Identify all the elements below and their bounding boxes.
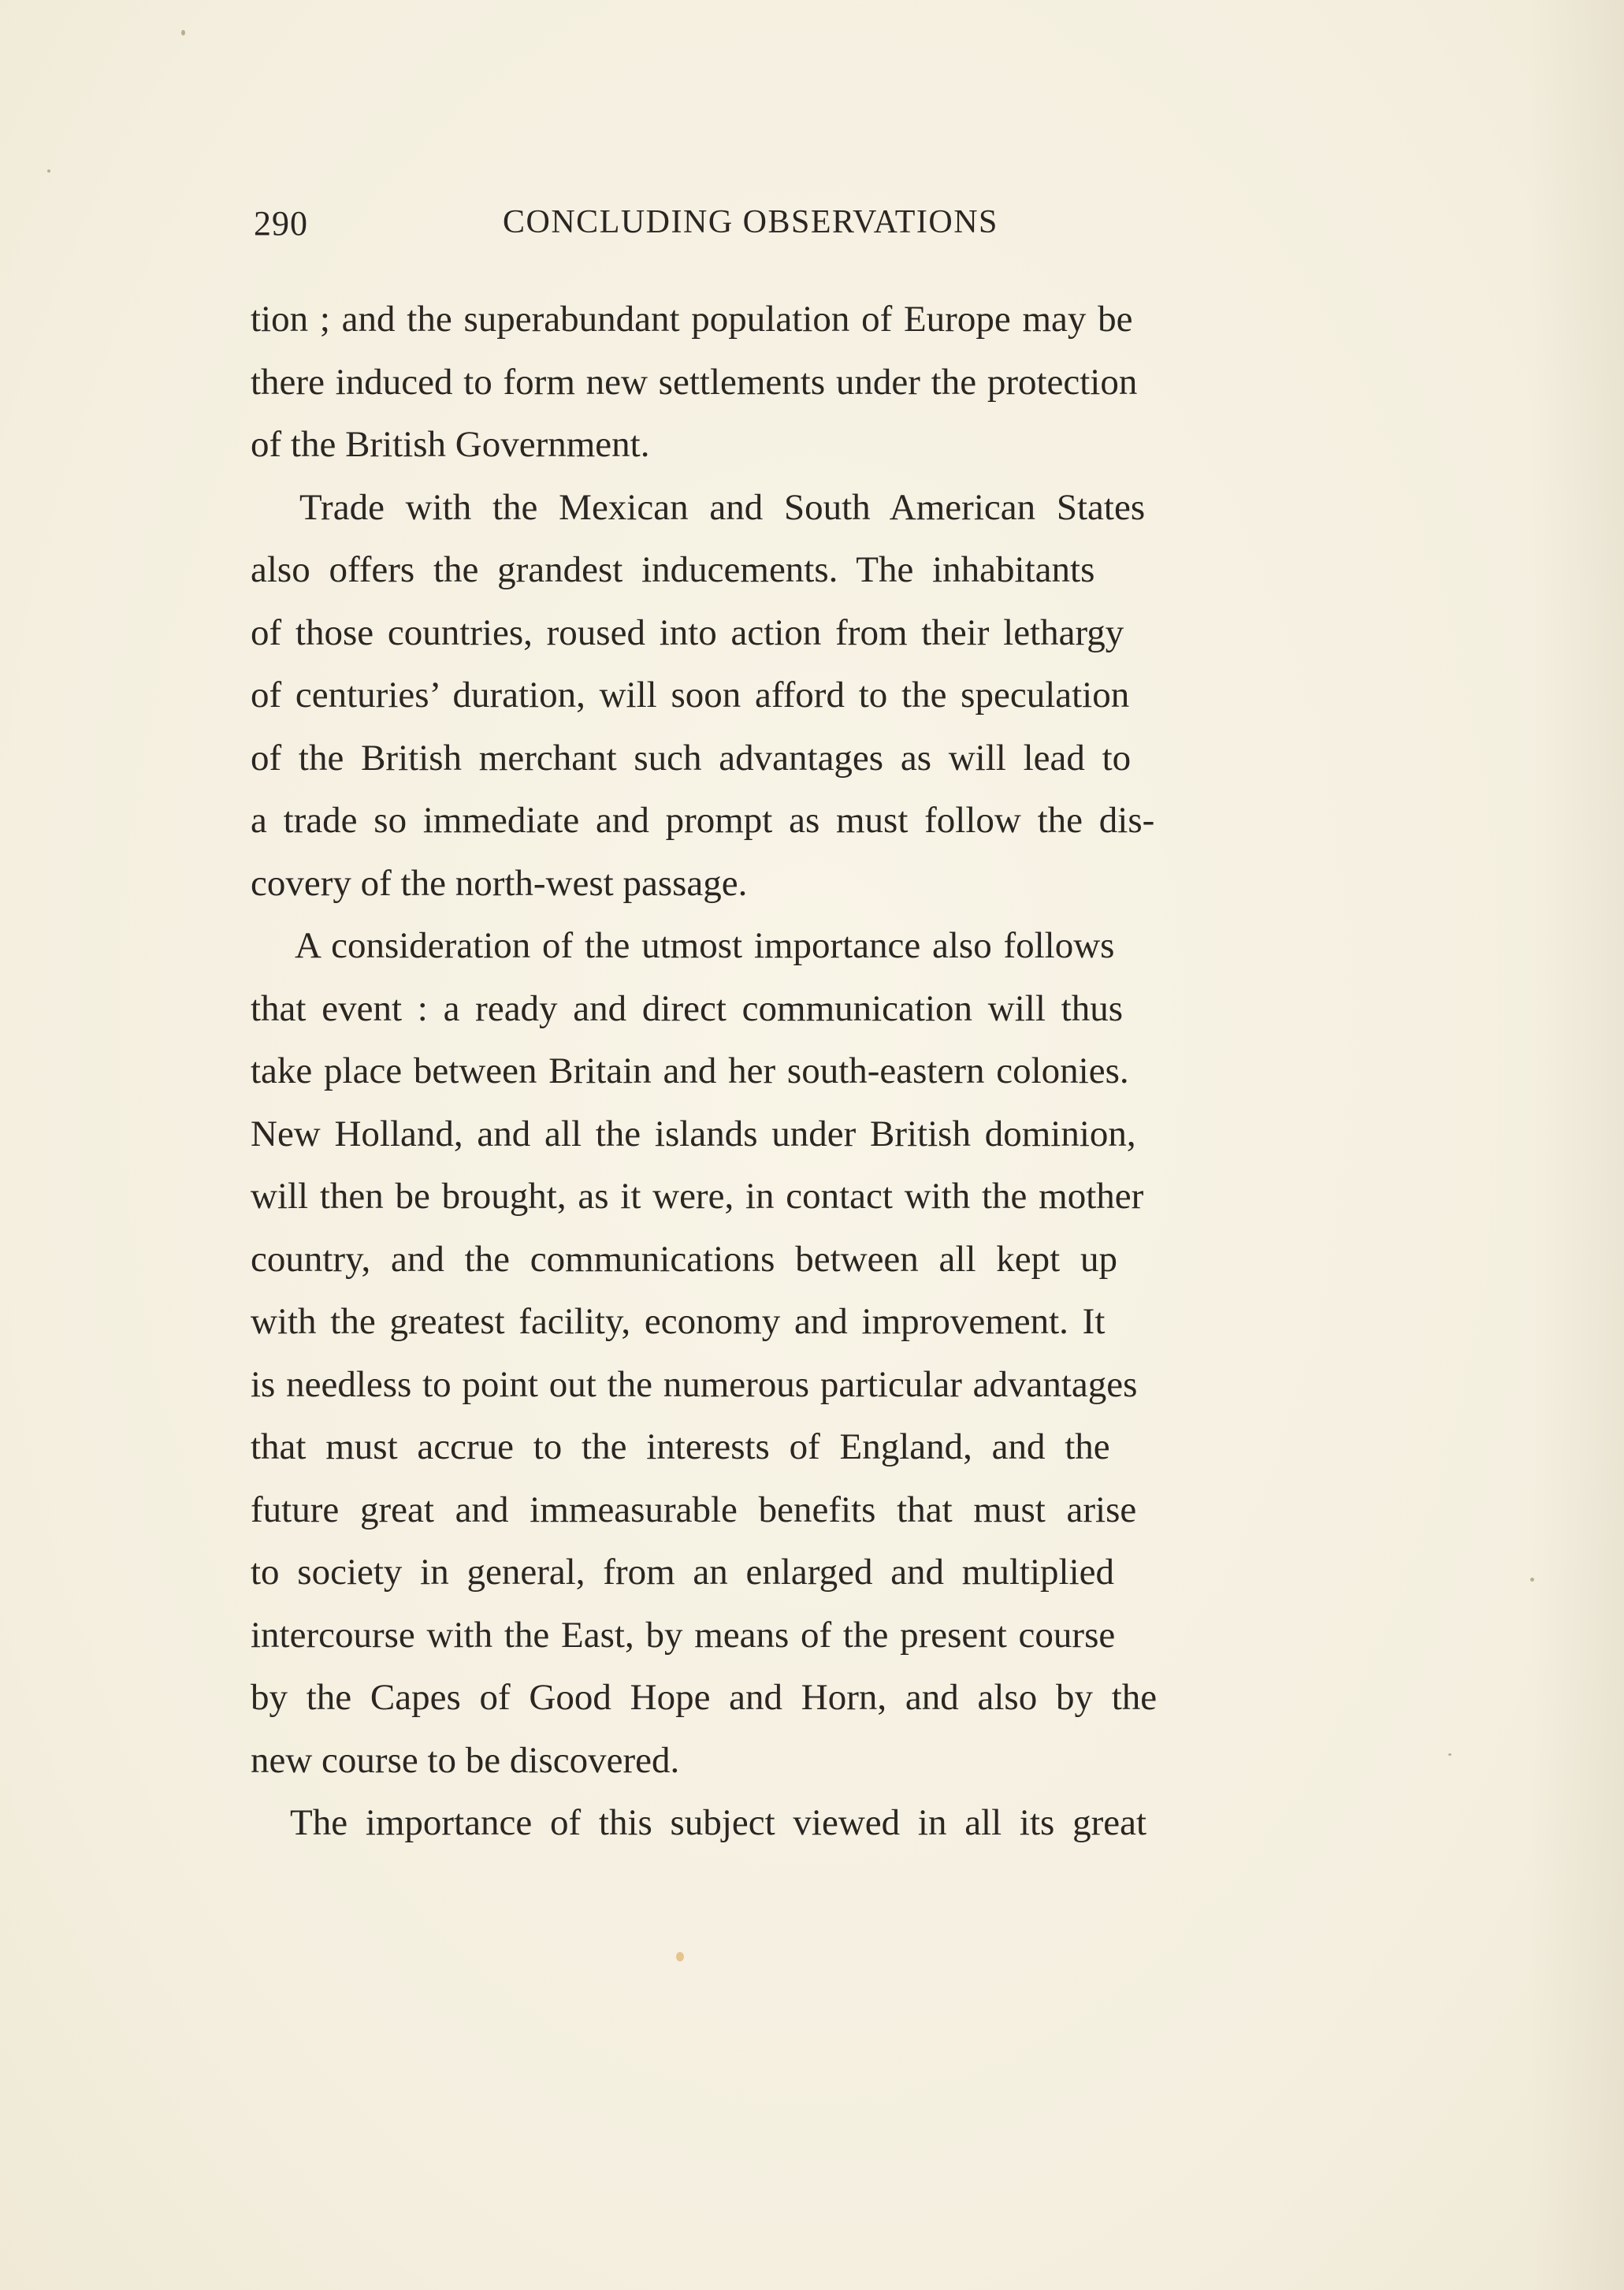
text-line: also offers the grandest inducements. The inhabitants [251,549,1095,590]
page-header [254,203,1357,251]
body-text [251,288,1354,1855]
paper-speck [676,1952,684,1961]
text-line: future great and immeasurable benefits that must arise [251,1489,1137,1530]
page-number: 290 [254,204,308,243]
text-line: of the British Government. [251,424,650,465]
text-line: tion ; and the superabundant population of Europe may be [251,299,1133,340]
paper-speck [181,30,185,35]
running-head: CONCLUDING OBSERVATIONS [503,204,998,240]
page-edge-shadow [1529,0,1624,2290]
text-line: intercourse with the East, by means of the present course [251,1614,1116,1656]
text-line: New Holland, and all the islands under British dominion, [251,1113,1136,1154]
text-line: take place between Britain and her south-eastern colonies. [251,1050,1129,1091]
text-line: of centuries’ duration, will soon afford to the speculation [251,675,1130,716]
text-line: The importance of this subject viewed in all its great [290,1802,1147,1843]
text-line: a trade so immediate and prompt as must follow the dis- [251,800,1155,841]
text-line: of those countries, roused into action from their lethargy [251,612,1124,653]
text-line: that must accrue to the interests of England, and the [251,1426,1110,1467]
text-line: there induced to form new settlements under the protection [251,361,1138,403]
text-line: by the Capes of Good Hope and Horn, and also by the [251,1677,1158,1718]
text-line: with the greatest facility, economy and improvement. It [251,1301,1106,1342]
text-line: covery of the north-west passage. [251,862,748,904]
paper-speck [1448,1753,1451,1756]
text-line: that event : a ready and direct communication will thus [251,987,1123,1029]
text-line: country, and the communications between all kept up [251,1238,1117,1280]
text-line: of the British merchant such advantages as will lead to [251,737,1132,779]
text-line: A consideration of the utmost importance also follows [295,925,1115,966]
text-line: Trade with the Mexican and South American States [299,486,1146,528]
paper-speck [1530,1578,1534,1582]
text-line: to society in general, from an enlarged and multiplied [251,1552,1115,1593]
text-line: will then be brought, as it were, in contact with the mother [251,1176,1144,1217]
text-line: new course to be discovered. [251,1739,680,1781]
paper-speck [47,169,50,173]
text-line: is needless to point out the numerous particular advantages [251,1363,1138,1405]
